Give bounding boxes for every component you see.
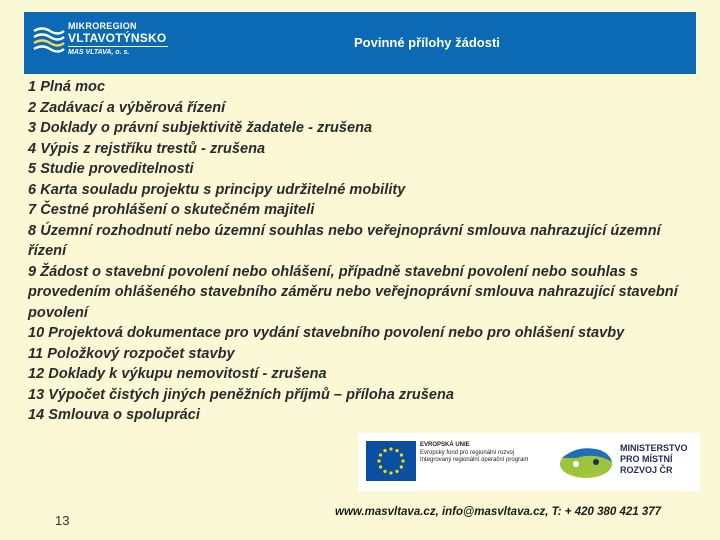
logo-line-3: MAS VLTAVA, o. s. xyxy=(68,49,130,56)
ministry-text-line: MINISTERSTVO xyxy=(620,443,688,453)
logo-line-1: MIKROREGION xyxy=(68,21,137,31)
logo-line-2: VLTAVOTÝNSKO xyxy=(68,31,167,45)
attachments-list xyxy=(28,77,698,426)
list-item: 7 Čestné prohlášení o skutečném majiteli xyxy=(28,202,315,218)
slide-title: Povinné přílohy žádosti xyxy=(354,35,500,50)
logo-divider xyxy=(68,46,168,47)
eu-text-line: Evropský fond pro regionální rozvoj xyxy=(420,449,515,456)
list-item: 2 Zadávací a výběrová řízení xyxy=(28,99,226,116)
list-item: 14 Smlouva o spolupráci xyxy=(28,407,200,423)
list-item: 3 Doklady o právní subjektivitě žadatele - zrušena xyxy=(28,120,373,136)
eu-flag-icon xyxy=(366,441,416,481)
list-item: 11 Položkový rozpočet stavby xyxy=(28,345,235,362)
footer-contact: www.masvltava.cz, info@masvltava.cz, T: + 420 380 421 377 xyxy=(335,506,662,518)
ministry-text-line: PRO MÍSTNÍ xyxy=(620,454,673,464)
list-item: 12 Doklady k výkupu nemovitostí - zrušena xyxy=(28,366,327,382)
slide-header xyxy=(24,12,696,74)
ministry-text-line: ROZVOJ ČR xyxy=(620,465,673,475)
list-item: 9 Žádost o stavební povolení nebo ohlášení, případně stavební povolení nebo souhlas s provedením ohlášeného stavebního záměru nebo veřejnoprávní smlouva nahrazující stavební povolení xyxy=(28,263,678,321)
list-item: 8 Územní rozhodnutí nebo územní souhlas nebo veřejnoprávní smlouva nahrazující územní řízení xyxy=(28,222,661,259)
list-item: 13 Výpočet čistých jiných peněžních příjmů – příloha zrušena xyxy=(28,386,455,403)
list-item: 4 Výpis z rejstříku trestů - zrušena xyxy=(28,140,266,157)
list-item: 6 Karta souladu projektu s principy udržitelné mobility xyxy=(28,181,406,198)
eu-text-line: EVROPSKÁ UNIE xyxy=(420,442,470,448)
list-item: 5 Studie proveditelnosti xyxy=(28,161,194,177)
ministry-emblem-icon xyxy=(556,440,616,484)
ministry-logo-text xyxy=(620,443,688,476)
page-number: 13 xyxy=(55,513,70,528)
list-item: 1 Plná moc xyxy=(28,79,106,95)
sponsor-logos xyxy=(358,433,700,491)
waves-icon xyxy=(32,23,66,57)
mikroregion-logo xyxy=(32,19,170,61)
list-item: 10 Projektová dokumentace pro vydání stavebního povolení nebo pro ohlášení stavby xyxy=(28,325,625,341)
eu-text-line: Integrovaný regionální operační program xyxy=(420,457,529,463)
eu-logo-text xyxy=(420,442,540,465)
